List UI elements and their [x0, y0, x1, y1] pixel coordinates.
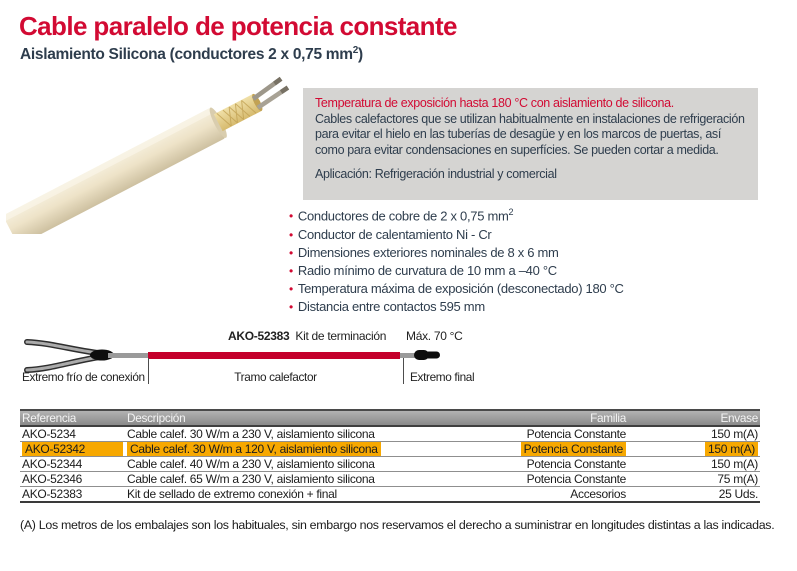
col-header-envase: Envase [628, 410, 760, 426]
cable-diagram [20, 328, 490, 390]
product-photo [6, 76, 296, 234]
subtitle-superscript: 2 [352, 45, 359, 56]
table-row [20, 472, 760, 487]
cell-familia: Potencia Constante [526, 457, 626, 471]
table-row [20, 487, 760, 503]
cell-familia: Potencia Constante [521, 442, 626, 456]
feature-text: Distancia entre contactos 595 mm [297, 299, 485, 315]
table-row [20, 426, 760, 442]
bullet-icon: • [289, 282, 293, 297]
kit-termination-label [228, 329, 386, 343]
feature-text: Conductor de calentamiento Ni - Cr [297, 226, 492, 242]
cell-referencia: AKO-5234 [22, 427, 76, 441]
bullet-icon: • [289, 245, 293, 260]
page-title: Cable paralelo de potencia constante [19, 11, 457, 41]
info-headline: Temperatura de exposición hasta 180 °C con aislamiento de silicona. [315, 96, 674, 110]
feature-item [289, 262, 689, 280]
feature-list [289, 203, 689, 317]
feature-text: Dimensiones exteriores nominales de 8 x 6 mm [297, 244, 559, 260]
cell-referencia: AKO-52342 [22, 442, 123, 456]
kit-label-text: Kit de terminación [295, 329, 387, 343]
cell-envase: 75 m(A) [717, 472, 758, 486]
kit-reference: AKO-52383 [228, 329, 290, 343]
cell-envase: 150 m(A) [711, 427, 758, 441]
heating-section-label: Tramo calefactor [234, 370, 317, 384]
feature-text: Radio mínimo de curvatura de 10 mm a –40 °C [297, 262, 557, 278]
info-box [303, 88, 758, 200]
feature-item [289, 298, 689, 316]
cell-referencia: AKO-52383 [22, 487, 83, 501]
feature-item [289, 203, 689, 226]
subtitle-text: Aislamiento Silicona (conductores 2 x 0,75 mm [20, 46, 353, 64]
diagram-tick [403, 358, 404, 384]
cell-familia: Accesorios [570, 487, 626, 501]
end-cap-icon [413, 348, 441, 362]
page-subtitle [20, 45, 363, 64]
bullet-icon: • [289, 209, 293, 224]
bullet-icon: • [289, 227, 293, 242]
table-header-row [20, 410, 760, 426]
info-body: Cables calefactores que se utilizan habitualmente en instalaciones de refrigeración para evitar el hielo en las tuberías de desagüe y en los marcos de puertas, así como para evitar condensaciones en superfícies. Se pueden cortar a medida. [315, 111, 745, 157]
feature-text: Conductores de cobre de 2 x 0,75 mm [297, 208, 509, 224]
final-end-label: Extremo final [410, 370, 475, 384]
bullet-icon: • [289, 300, 293, 315]
feature-item [289, 226, 689, 244]
cell-familia: Potencia Constante [526, 427, 626, 441]
feature-item [289, 280, 689, 298]
products-table [20, 409, 760, 503]
feature-item [289, 244, 689, 262]
bullet-icon: • [289, 263, 293, 278]
cell-descripcion: Cable calef. 65 W/m a 230 V, aislamiento silicona [127, 472, 375, 486]
cell-referencia: AKO-52346 [22, 472, 83, 486]
cell-descripcion: Cable calef. 40 W/m a 230 V, aislamiento silicona [127, 457, 375, 471]
product-table-section [20, 409, 760, 503]
cell-envase: 150 m(A) [711, 457, 758, 471]
cell-envase: 150 m(A) [705, 442, 758, 456]
col-header-descripcion: Descripción [125, 410, 510, 426]
col-header-referencia: Referencia [20, 410, 125, 426]
max-temp-label: Máx. 70 °C [406, 329, 463, 343]
cold-section-bar [108, 353, 148, 358]
cell-descripcion: Kit de sellado de extremo conexión + final [127, 487, 337, 501]
table-row [20, 457, 760, 472]
heating-section-bar [148, 352, 400, 359]
subtitle-close: ) [358, 46, 363, 64]
table-row-highlighted [20, 442, 760, 457]
cell-familia: Potencia Constante [526, 472, 626, 486]
cold-end-label: Extremo frío de conexión [22, 370, 145, 384]
feature-superscript: 2 [508, 207, 514, 217]
feature-text: Temperatura máxima de exposición (desconectado) 180 °C [297, 281, 624, 297]
cell-referencia: AKO-52344 [22, 457, 83, 471]
cable-illustration [6, 76, 295, 234]
cell-descripcion: Cable calef. 30 W/m a 120 V, aislamiento silicona [127, 442, 381, 456]
cold-end-wires-icon [22, 338, 114, 374]
cell-envase: 25 Uds. [718, 487, 758, 501]
col-header-familia: Familia [510, 410, 628, 426]
table-footnote: (A) Los metros de los embalajes son los habituales, sin embargo nos reservamos el derecho a suministrar en longitudes distintas a las indicadas. [20, 518, 775, 532]
info-application: Aplicación: Refrigeración industrial y comercial [315, 167, 557, 182]
cell-descripcion: Cable calef. 30 W/m a 230 V, aislamiento silicona [127, 427, 375, 441]
